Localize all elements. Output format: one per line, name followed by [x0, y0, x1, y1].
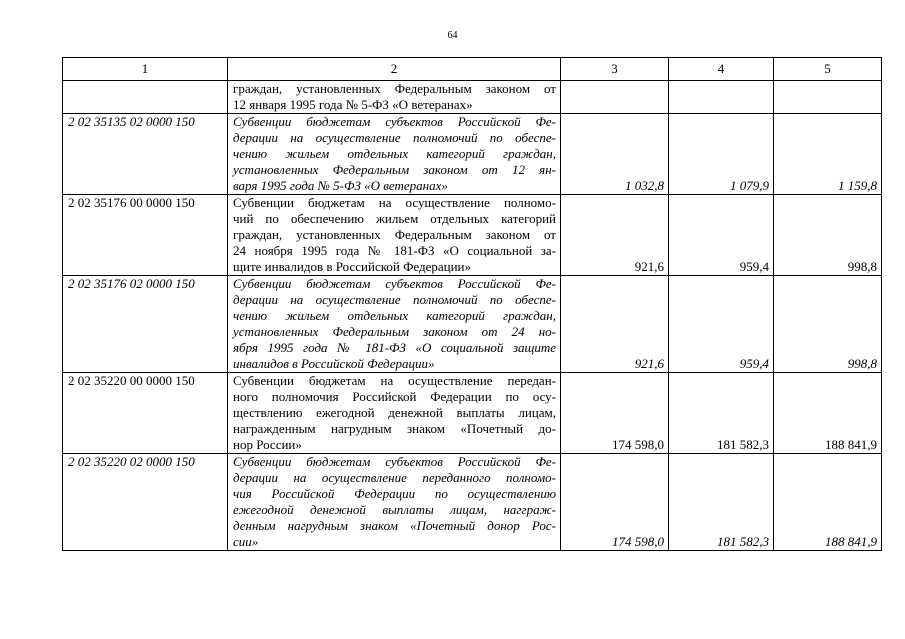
budget-code-cell — [63, 81, 228, 114]
table-row — [63, 276, 882, 373]
amount-cell-col3 — [561, 81, 669, 114]
description-line: чению жильем отдельных категорий граждан, — [233, 146, 556, 161]
amount-cell-col4: 181 582,3 — [669, 373, 774, 454]
description-line: Субвенции бюджетам субъектов Российской Фе- — [233, 114, 556, 129]
amount-cell-col4: 959,4 — [669, 195, 774, 276]
description-cell — [228, 276, 561, 373]
description-line: Субвенции бюджетам субъектов Российской Фе- — [233, 276, 556, 291]
table-row — [63, 195, 882, 276]
page-number: 64 — [447, 30, 458, 41]
column-header-2: 2 — [228, 58, 561, 81]
amount-cell-col4: 1 079,9 — [669, 114, 774, 195]
amount-cell-col5: 188 841,9 — [774, 454, 882, 551]
description-line: ежегодной денежной выплаты лицам, нагграж- — [233, 502, 556, 517]
budget-code-cell: 2 02 35135 02 0000 150 — [63, 114, 228, 195]
description-line: чению жильем отдельных категорий граждан, — [233, 308, 556, 323]
description-cell — [228, 454, 561, 551]
description-line: ществлению ежегодной денежной выплаты лицам, — [233, 405, 556, 420]
amount-cell-col4: 959,4 — [669, 276, 774, 373]
table-row — [63, 81, 882, 114]
description-line: щите инвалидов в Российской Федерации» — [233, 259, 471, 274]
amount-cell-col5 — [774, 81, 882, 114]
amount-cell-col4 — [669, 81, 774, 114]
amount-cell-col3: 921,6 — [561, 276, 669, 373]
budget-code-cell: 2 02 35220 02 0000 150 — [63, 454, 228, 551]
description-line: Субвенции бюджетам на осуществление полномо- — [233, 195, 556, 210]
description-line: 12 января 1995 года № 5-ФЗ «О ветеранах» — [233, 97, 473, 112]
description-line: сии» — [233, 534, 259, 549]
amount-cell-col5: 1 159,8 — [774, 114, 882, 195]
amount-cell-col3: 174 598,0 — [561, 373, 669, 454]
description-line: чия Российской Федерации по осуществлению — [233, 486, 556, 501]
table-header-row — [63, 58, 882, 81]
budget-code-cell: 2 02 35176 02 0000 150 — [63, 276, 228, 373]
description-line: дерации на осуществление полномочий по обеспе- — [233, 292, 556, 307]
description-line: чий по обеспечению жильем отдельных категорий — [233, 211, 556, 226]
description-line: инвалидов в Российской Федерации» — [233, 356, 435, 371]
amount-cell-col4: 181 582,3 — [669, 454, 774, 551]
description-line: установленных Федеральным законом от 24 но- — [233, 324, 556, 339]
amount-cell-col5: 998,8 — [774, 276, 882, 373]
table-row — [63, 373, 882, 454]
amount-cell-col3: 1 032,8 — [561, 114, 669, 195]
column-header-4: 4 — [669, 58, 774, 81]
description-line: варя 1995 года № 5-ФЗ «О ветеранах» — [233, 178, 448, 193]
description-line: граждан, установленных Федеральным законом от — [233, 227, 556, 242]
description-cell — [228, 114, 561, 195]
description-cell — [228, 373, 561, 454]
description-line: Субвенции бюджетам субъектов Российской Фе- — [233, 454, 556, 469]
amount-cell-col5: 188 841,9 — [774, 373, 882, 454]
description-line: дерации на осуществление полномочий по обеспе- — [233, 130, 556, 145]
description-line: денным нагрудным знаком «Почетный донор Рос- — [233, 518, 556, 533]
description-cell — [228, 81, 561, 114]
description-line: дерации на осуществление переданного полномо- — [233, 470, 556, 485]
column-header-3: 3 — [561, 58, 669, 81]
amount-cell-col5: 998,8 — [774, 195, 882, 276]
table-row — [63, 454, 882, 551]
description-cell — [228, 195, 561, 276]
column-header-5: 5 — [774, 58, 882, 81]
table-row — [63, 114, 882, 195]
description-line: Субвенции бюджетам на осуществление передан- — [233, 373, 556, 388]
description-line: награжденным нагрудным знаком «Почетный до- — [233, 421, 556, 436]
amount-cell-col3: 921,6 — [561, 195, 669, 276]
description-line: граждан, установленных Федеральным законом от — [233, 81, 556, 96]
budget-code-cell: 2 02 35220 00 0000 150 — [63, 373, 228, 454]
budget-code-cell: 2 02 35176 00 0000 150 — [63, 195, 228, 276]
budget-table — [62, 57, 882, 551]
amount-cell-col3: 174 598,0 — [561, 454, 669, 551]
description-line: ного полномочия Российской Федерации по осу- — [233, 389, 556, 404]
description-line: 24 ноября 1995 года № 181-ФЗ «О социальной за- — [233, 243, 556, 258]
description-line: нор России» — [233, 437, 302, 452]
description-line: ября 1995 года № 181-ФЗ «О социальной защите — [233, 340, 556, 355]
description-line: установленных Федеральным законом от 12 ян- — [233, 162, 556, 177]
column-header-1: 1 — [63, 58, 228, 81]
